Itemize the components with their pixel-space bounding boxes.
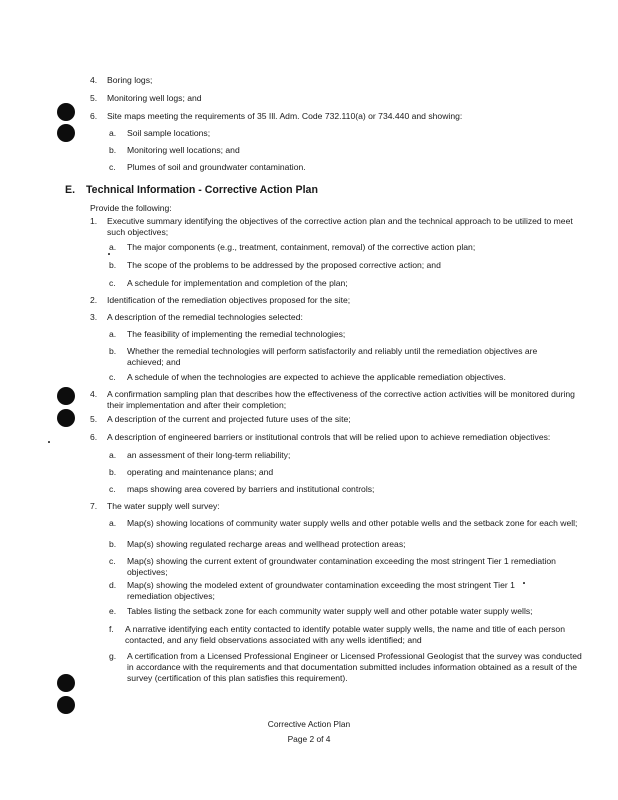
sublist-text: A certification from a Licensed Professional Engineer or Licensed Professional Geologist that the survey was conducted in accordance with the requirements and that documentation submitted includes information obtained as a result of the survey (certification of this plan satisfies this requirement). [127, 651, 582, 683]
sublist-letter: a. [109, 450, 117, 460]
sublist-letter: b. [109, 467, 117, 477]
sublist-letter: c. [109, 162, 116, 172]
sublist-text: Plumes of soil and groundwater contamination. [127, 162, 306, 172]
sublist-letter: c. [109, 278, 116, 288]
sublist-text: The feasibility of implementing the remedial technologies; [127, 329, 346, 339]
sublist-text: A schedule for implementation and completion of the plan; [127, 278, 348, 288]
sublist-text: Monitoring well locations; and [127, 145, 240, 155]
list-item-text: Identification of the remediation objectives proposed for the site; [107, 295, 351, 305]
sublist-letter: a. [109, 128, 117, 138]
sublist-text: operating and maintenance plans; and [127, 467, 274, 477]
sublist-letter: b. [109, 346, 117, 356]
sublist-letter: b. [109, 539, 117, 549]
sublist-text: Map(s) showing the current extent of groundwater contamination exceeding the most stringent Tier 1 remediation objectives; [127, 556, 556, 577]
sublist-text: an assessment of their long-term reliability; [127, 450, 291, 460]
footer-page-number: Page 2 of 4 [287, 734, 331, 744]
list-item-number: 1. [90, 216, 98, 226]
sublist-letter: b. [109, 260, 117, 270]
sublist-text: Map(s) showing the modeled extent of groundwater contamination exceeding the most stringent Tier 1 remediation objectives; [127, 580, 515, 601]
sublist-letter: g. [109, 651, 117, 661]
list-item-number: 2. [90, 295, 98, 305]
sublist-letter: a. [109, 242, 117, 252]
list-item-number: 5. [90, 414, 98, 424]
punch-hole-3 [57, 387, 75, 405]
sublist-text: Soil sample locations; [127, 128, 211, 138]
sublist-text: maps showing area covered by barriers and institutional controls; [127, 484, 375, 494]
sublist-text: The scope of the problems to be addressed by the proposed corrective action; and [127, 260, 441, 270]
list-item-text: A description of engineered barriers or institutional controls that will be relied upon to achieve remediation objectives: [107, 432, 551, 442]
list-item-text: Site maps meeting the requirements of 35 Ill. Adm. Code 732.110(a) or 734.440 and showing: [107, 111, 463, 121]
sublist-text: A schedule of when the technologies are expected to achieve the applicable remediation objectives. [127, 372, 506, 382]
scan-speck [108, 253, 110, 255]
sublist-letter: f. [109, 624, 114, 634]
scan-speck [48, 441, 50, 443]
sublist-letter: a. [109, 518, 117, 528]
list-item-text: Monitoring well logs; and [107, 93, 202, 103]
punch-hole-4 [57, 409, 75, 427]
sublist-letter: c. [109, 372, 116, 382]
list-item-number: 7. [90, 501, 98, 511]
list-item-text: A confirmation sampling plan that describes how the effectiveness of the corrective action activities will be monitored during their implementation and after their completion; [107, 389, 575, 410]
list-item-number: 3. [90, 312, 98, 322]
punch-hole-1 [57, 103, 75, 121]
punch-hole-5 [57, 674, 75, 692]
sublist-letter: b. [109, 145, 117, 155]
list-item-text: The water supply well survey: [107, 501, 220, 511]
sublist-text: The major components (e.g., treatment, containment, removal) of the corrective action plan; [127, 242, 476, 252]
sublist-text: Whether the remedial technologies will perform satisfactorily and reliably until the remediation objectives are achieved; and [127, 346, 538, 367]
list-item-text: Executive summary identifying the objectives of the corrective action plan and the technical approach to be utilized to meet such objectives; [107, 216, 573, 237]
punch-hole-2 [57, 124, 75, 142]
section-intro: Provide the following: [90, 203, 172, 213]
section-title: Technical Information - Corrective Action Plan [86, 184, 318, 196]
sublist-text: A narrative identifying each entity contacted to identify potable water supply wells, the name and title of each person contacted, and any field observations associated with any wells identified; and [125, 624, 565, 645]
list-item-text: A description of the remedial technologies selected: [107, 312, 303, 322]
list-item-number: 6. [90, 111, 98, 121]
list-item-number: 4. [90, 75, 98, 85]
footer-title: Corrective Action Plan [267, 719, 351, 729]
sublist-letter: e. [109, 606, 117, 616]
list-item-text: Boring logs; [107, 75, 153, 85]
list-item-number: 4. [90, 389, 98, 399]
section-letter: E. [65, 184, 76, 196]
list-item-number: 5. [90, 93, 98, 103]
sublist-text: Map(s) showing regulated recharge areas and wellhead protection areas; [127, 539, 406, 549]
list-item-text: A description of the current and projected future uses of the site; [107, 414, 351, 424]
punch-hole-6 [57, 696, 75, 714]
sublist-letter: d. [109, 580, 117, 590]
sublist-text: Map(s) showing locations of community water supply wells and other potable wells and the setback zone for each well; [127, 518, 578, 528]
sublist-text: Tables listing the setback zone for each community water supply well and other potable water supply wells; [127, 606, 533, 616]
sublist-letter: c. [109, 484, 116, 494]
list-item-number: 6. [90, 432, 98, 442]
sublist-letter: c. [109, 556, 116, 566]
sublist-letter: a. [109, 329, 117, 339]
